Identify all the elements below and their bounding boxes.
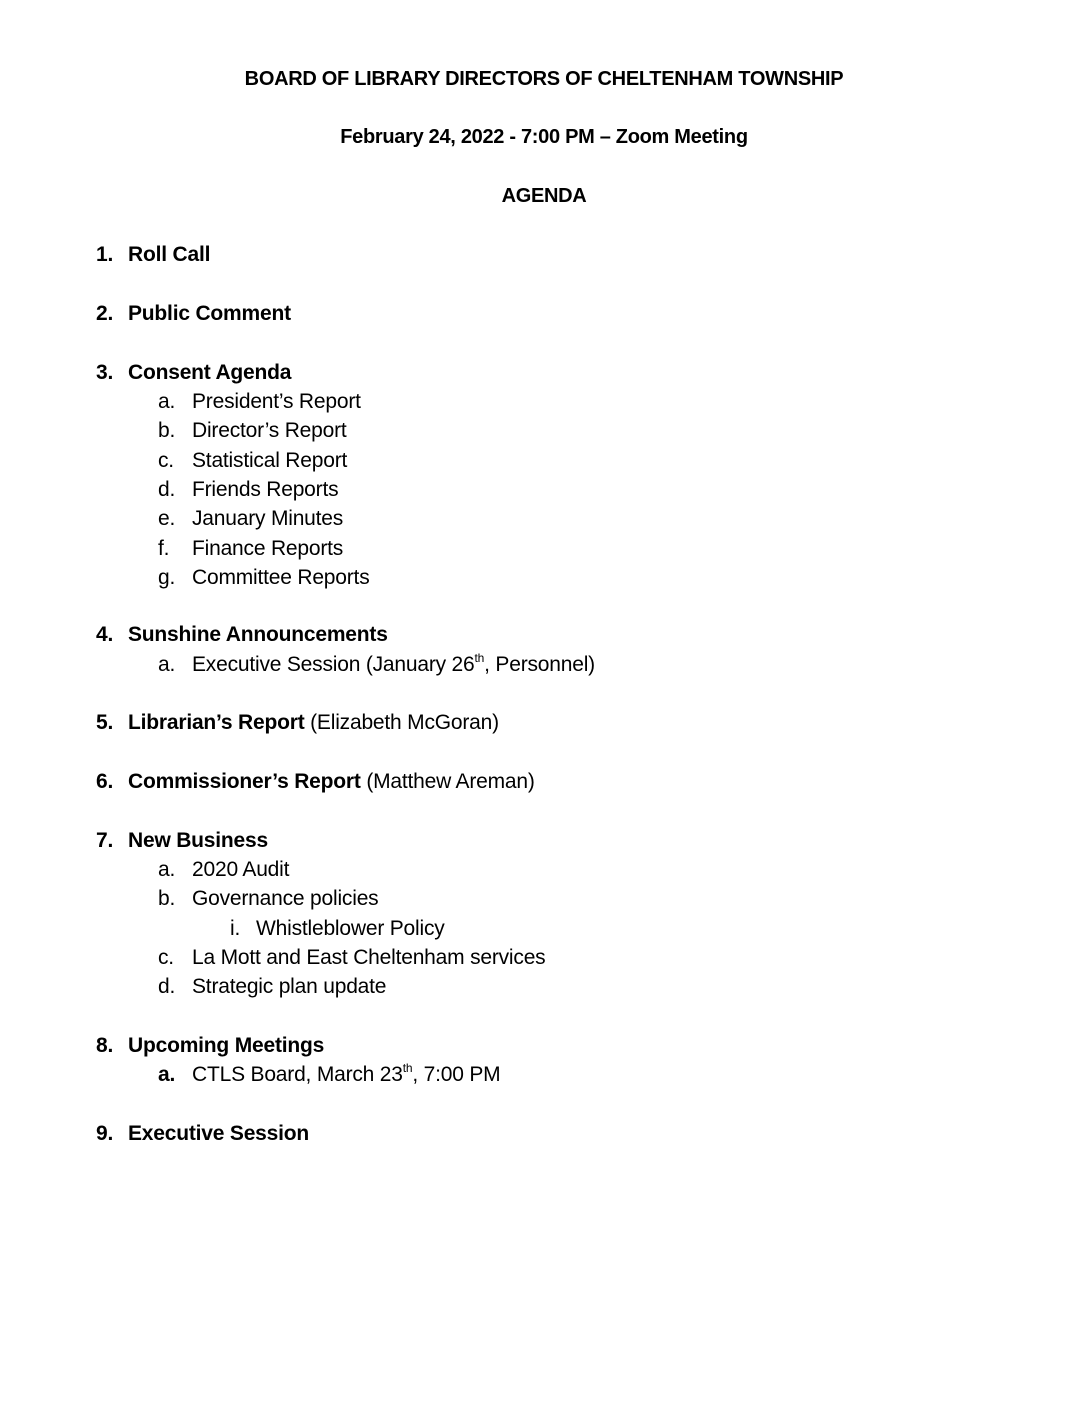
item-title: New Business bbox=[128, 829, 268, 852]
item-title: Librarian’s Report bbox=[128, 711, 305, 734]
agenda-item-librarians-report bbox=[96, 711, 499, 735]
agenda-item-executive-session bbox=[96, 1122, 309, 1146]
sub-item: c. Statistical Report bbox=[158, 449, 348, 472]
agenda-item-public-comment bbox=[96, 302, 291, 326]
item-title: Executive Session bbox=[128, 1122, 310, 1145]
item-number: 3. bbox=[96, 361, 114, 384]
sub-item: g. Committee Reports bbox=[158, 566, 370, 589]
item-number: 1. bbox=[96, 243, 114, 266]
item-title: Commissioner’s Report bbox=[128, 770, 361, 793]
agenda-item-consent-agenda bbox=[96, 361, 291, 385]
sub-item: b. Governance policies bbox=[158, 887, 379, 910]
sub-item: a. 2020 Audit bbox=[158, 858, 290, 881]
agenda-item-roll-call bbox=[96, 243, 210, 267]
sub-item: c. La Mott and East Cheltenham services bbox=[158, 946, 546, 969]
agenda-item-sunshine-announcements bbox=[96, 623, 388, 647]
sub-item: f. Finance Reports bbox=[158, 537, 344, 560]
sub-item: d. Strategic plan update bbox=[158, 975, 387, 998]
item-title: Roll Call bbox=[128, 243, 211, 266]
item-note: (Matthew Areman) bbox=[360, 770, 535, 793]
agenda-item-commissioners-report bbox=[96, 770, 535, 794]
agenda-item-upcoming-meetings bbox=[96, 1034, 324, 1058]
item-number: 2. bbox=[96, 302, 114, 325]
sub-item: b. Director’s Report bbox=[158, 419, 347, 442]
sub-item: a. President’s Report bbox=[158, 390, 361, 413]
sub-item: e. January Minutes bbox=[158, 507, 344, 530]
item-title: Upcoming Meetings bbox=[128, 1034, 325, 1057]
sub-sub-item: i. Whistleblower Policy bbox=[230, 917, 445, 940]
agenda-heading: AGENDA bbox=[501, 185, 587, 207]
item-note: (Elizabeth McGoran) bbox=[304, 711, 499, 734]
sub-item: a. CTLS Board, March 23th, 7:00 PM bbox=[158, 1061, 501, 1086]
item-title: Sunshine Announcements bbox=[128, 623, 388, 646]
meeting-info: February 24, 2022 - 7:00 PM – Zoom Meeting bbox=[340, 126, 748, 148]
item-number: 8. bbox=[96, 1034, 114, 1057]
item-title: Consent Agenda bbox=[128, 361, 292, 384]
item-number: 4. bbox=[96, 623, 114, 646]
item-title: Public Comment bbox=[128, 302, 291, 325]
item-number: 7. bbox=[96, 829, 114, 852]
org-title: BOARD OF LIBRARY DIRECTORS OF CHELTENHAM TOWNSHIP bbox=[244, 68, 844, 90]
sub-item: a. Executive Session (January 26th, Personnel) bbox=[158, 651, 595, 676]
sub-item: d. Friends Reports bbox=[158, 478, 339, 501]
item-number: 6. bbox=[96, 770, 114, 793]
agenda-item-new-business bbox=[96, 829, 268, 853]
item-number: 5. bbox=[96, 711, 114, 734]
item-number: 9. bbox=[96, 1122, 114, 1145]
